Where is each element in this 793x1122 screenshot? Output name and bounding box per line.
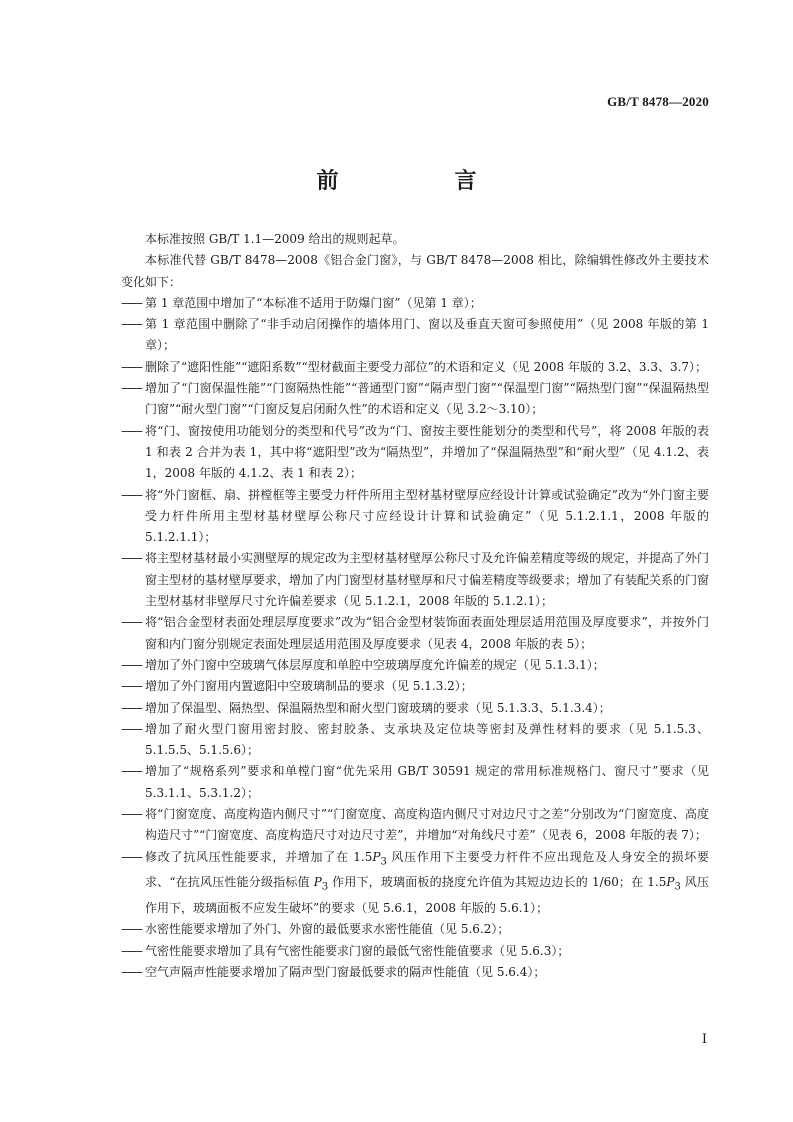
list-item [121, 962, 709, 983]
list-item [121, 761, 709, 804]
list-item [121, 919, 709, 940]
list-item-text: 将“门窗宽度、高度构造内侧尺寸”“门窗宽度、高度构造内侧尺寸对边尺寸之差”分别改为“门窗宽度、高度构造尺寸”“门窗宽度、高度构造尺寸对边尺寸差”，并增加“对角线尺寸差”（见表 6，2008 年版的表 7）； [145, 807, 709, 843]
symbol-p: P [666, 875, 675, 890]
list-item-text: 将“门、窗按使用功能划分的类型和代号”改为“门、窗按主要性能划分的类型和代号”，将 2008 年版的表 1 和表 2 合并为表 1，其中将“遮阳型”改为“隔热型”，并增加了“保温隔热型”和“耐火型”（见 4.1.2、表 1，2008 年版的 4.1.2、表 1 和表 2）； [145, 423, 709, 481]
list-item-text: 增加了“门窗保温性能”“门窗隔热性能”“普通型门窗”“隔声型门窗”“保温型门窗”“隔热型门窗”“保温隔热型门窗”“耐火型门窗”“门窗反复启闭耐久性”的术语和定义（见 3.2～3.10）； [145, 381, 709, 417]
dash-marker: —— [121, 964, 141, 979]
list-item [121, 293, 709, 314]
text-fragment: 作用下，玻璃面板的挠度允许值为其短边边长的 1/60；在 1.5 [328, 875, 667, 890]
dash-marker: —— [121, 615, 141, 630]
dash-marker: —— [121, 423, 141, 438]
list-item [121, 378, 709, 421]
paragraph: 本标准代替 GB/T 8478—2008《铝合金门窗》，与 GB/T 8478—2008 相比，除编辑性修改外主要技术变化如下： [121, 253, 709, 289]
subscript-3: 3 [321, 881, 329, 893]
dash-marker: —— [121, 679, 141, 694]
list-item [121, 421, 709, 485]
list-item-text: 删除了“遮阳性能”“遮阳系数”“型材截面主要受力部位”的术语和定义（见 2008 年版的 3.2、3.3、3.7）； [145, 359, 708, 374]
list-item-text: 增加了保温型、隔热型、保温隔热型和耐火型门窗玻璃的要求（见 5.1.3.3、5.1.3.4）； [145, 700, 611, 715]
dash-marker: —— [121, 657, 141, 672]
list-item-text: 气密性能要求增加了具有气密性能要求门窗的最低气密性能值要求（见 5.6.3）； [145, 943, 570, 958]
dash-marker: —— [121, 849, 141, 864]
dash-marker: —— [121, 721, 141, 736]
symbol-p: P [313, 875, 322, 890]
dash-marker: —— [121, 317, 141, 332]
text-fragment: 风压作用下主要受力杆件不应出现危及人身安全的损坏要求、“在抗风压性能分级指标值 [145, 849, 709, 890]
list-item-text: 增加了耐火型门窗用密封胶、密封胶条、支承块及定位块等密封及弹性材料的要求（见 5.1.5.3、5.1.5.5、5.1.5.6）； [145, 721, 709, 758]
subscript-3: 3 [674, 881, 681, 893]
dash-marker: —— [121, 487, 141, 502]
list-item-text: 水密性能要求增加了外门、外窗的最低要求水密性能值（见 5.6.2）； [145, 922, 510, 937]
text-fragment: 修改了抗风压性能要求，并增加了在 1.5 [145, 849, 373, 864]
symbol-p: P [372, 849, 381, 864]
page-title: 前 言 [316, 168, 501, 194]
list-item-text: 将“铝合金型材表面处理层厚度要求”改为“铝合金型材装饰面表面处理层适用范围及厚度要求”，并按外门窗和内门窗分别规定表面处理层适用范围及厚度要求（见表 4，2008 年版的表 5）； [145, 615, 709, 651]
standard-code: GB/T 8478—2020 [607, 94, 709, 109]
dash-marker: —— [121, 381, 141, 396]
document-body [121, 229, 709, 983]
dash-marker: —— [121, 700, 141, 715]
list-item-text: 增加了外门窗中空玻璃气体层厚度和单腔中空玻璃厚度允许偏差的规定（见 5.1.3.1）； [145, 657, 605, 672]
text-fragment: 风压作用下，玻璃面板不应发生破坏”的要求（见 5.6.1，2008 年版的 5.6.1）； [145, 875, 709, 915]
dash-marker: —— [121, 359, 141, 374]
list-item [121, 485, 709, 549]
dash-marker: —— [121, 943, 141, 958]
list-item-text: 第 1 章范围中增加了“本标准不适用于防爆门窗”（见第 1 章）； [145, 295, 482, 310]
list-item [121, 314, 709, 357]
list-item [121, 698, 709, 719]
list-item [121, 612, 709, 655]
dash-marker: —— [121, 551, 141, 566]
list-item-text: 将主型材基材最小实测壁厚的规定改为主型材基材壁厚公称尺寸及允许偏差精度等级的规定，并提高了外门窗主型材的基材壁厚要求，增加了内门窗型材基材壁厚和尺寸偏差精度等级要求；增加了有装配关系的门窗主型材基材非壁厚尺寸允许偏差要求（见 5.1.2.1，2008 年版的 5.1.2.1）； [145, 551, 710, 609]
dash-marker: —— [121, 764, 141, 779]
list-item [121, 941, 709, 962]
page-number: I [701, 1032, 707, 1047]
list-item [121, 676, 709, 697]
dash-marker: —— [121, 295, 141, 310]
dash-marker: —— [121, 807, 141, 822]
list-item-text: 空气声隔声性能要求增加了隔声型门窗最低要求的隔声性能值（见 5.6.4）； [145, 964, 546, 979]
subscript-3: 3 [380, 856, 387, 867]
list-item-text: 增加了“规格系列”要求和单樘门窗“优先采用 GB/T 30591 规定的常用标准规格门、窗尺寸”要求（见 5.3.1.1、5.3.1.2）； [145, 764, 709, 800]
list-item-text: 增加了外门窗用内置遮阳中空玻璃制品的要求（见 5.1.3.2）； [145, 679, 473, 694]
list-item [121, 548, 709, 612]
list-item-wind-pressure [121, 847, 709, 920]
list-item-text: 将“外门窗框、扇、拼樘框等主要受力杆件所用主型材基材壁厚应经设计计算或试验确定”改为“外门窗主要受力杆件所用主型材基材壁厚公称尺寸应经设计计算和试验确定”（见 5.1.2.1.1，2008 年版的 5.1.2.1.1）； [145, 487, 709, 545]
paragraph: 本标准按照 GB/T 1.1—2009 给出的规则起草。 [145, 232, 405, 246]
list-item [121, 357, 709, 378]
list-item [121, 804, 709, 847]
dash-marker: —— [121, 922, 141, 937]
list-item [121, 655, 709, 676]
list-item [121, 719, 709, 762]
list-item-text: 第 1 章范围中删除了“非手动启闭操作的墙体用门、窗以及垂直天窗可参照使用”（见 2008 年版的第 1 章）； [145, 317, 709, 353]
